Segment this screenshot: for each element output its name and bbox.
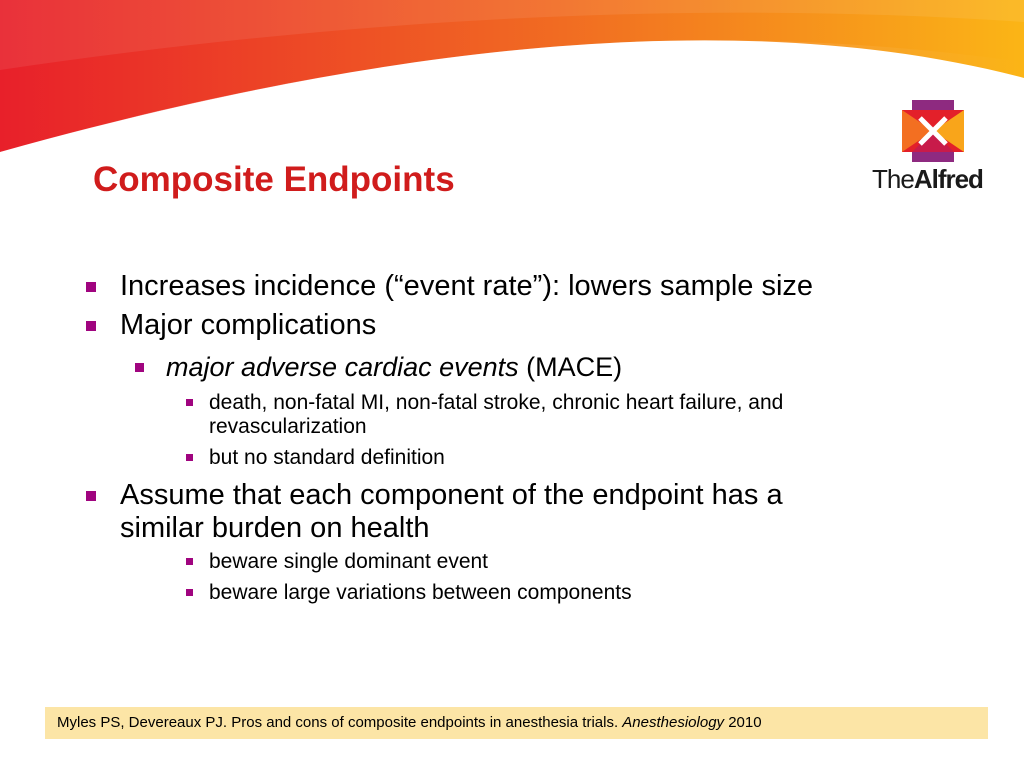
- bullet-square-icon: [86, 321, 96, 331]
- bullet-square-icon: [86, 491, 96, 501]
- bullet-text-line-2: revascularization: [209, 415, 367, 438]
- bullet-text-italic: major adverse cardiac events: [166, 352, 519, 382]
- bullet-square-icon: [186, 589, 193, 596]
- bullet-increases-incidence: [120, 270, 813, 303]
- citation-journal: Anesthesiology: [622, 714, 725, 731]
- bullet-text: beware single dominant event: [209, 550, 489, 573]
- bullet-mace-components: [209, 391, 783, 439]
- bullet-text: Increases incidence (“event rate”): lowers sample size: [120, 270, 814, 302]
- bullet-text-line-1: Assume that each component of the endpoint has a: [120, 479, 783, 511]
- bullet-text: but no standard definition: [209, 446, 445, 469]
- citation-footer: [45, 707, 988, 739]
- citation-year: 2010: [724, 714, 762, 731]
- bullet-similar-burden: [120, 479, 783, 545]
- bullet-square-icon: [86, 282, 96, 292]
- bullet-large-variations: [209, 581, 632, 605]
- bullet-text: beware large variations between components: [209, 581, 632, 604]
- bullet-square-icon: [135, 363, 144, 372]
- bullet-text-line-1: death, non-fatal MI, non-fatal stroke, chronic heart failure, and: [209, 391, 784, 414]
- bullet-single-dominant-event: [209, 550, 488, 574]
- logo-text-the: The: [872, 164, 914, 194]
- logo-text-alfred: Alfred: [913, 164, 983, 194]
- citation-text: Myles PS, Devereaux PJ. Pros and cons of composite endpoints in anesthesia trials.: [57, 714, 623, 731]
- bullet-square-icon: [186, 558, 193, 565]
- bullet-no-standard-definition: [209, 446, 445, 470]
- logo-wordmark: [872, 164, 983, 194]
- the-alfred-logo: [866, 100, 998, 196]
- bullet-text-line-2: similar burden on health: [120, 512, 430, 544]
- bullet-mace: [166, 352, 622, 383]
- bullet-square-icon: [186, 399, 193, 406]
- slide-title: Composite Endpoints: [93, 160, 455, 199]
- bullet-text: Major complications: [120, 309, 377, 341]
- alfred-cross-logo-icon: [902, 100, 964, 162]
- bullet-text: (MACE): [518, 352, 623, 382]
- bullet-square-icon: [186, 454, 193, 461]
- bullet-major-complications: [120, 309, 376, 342]
